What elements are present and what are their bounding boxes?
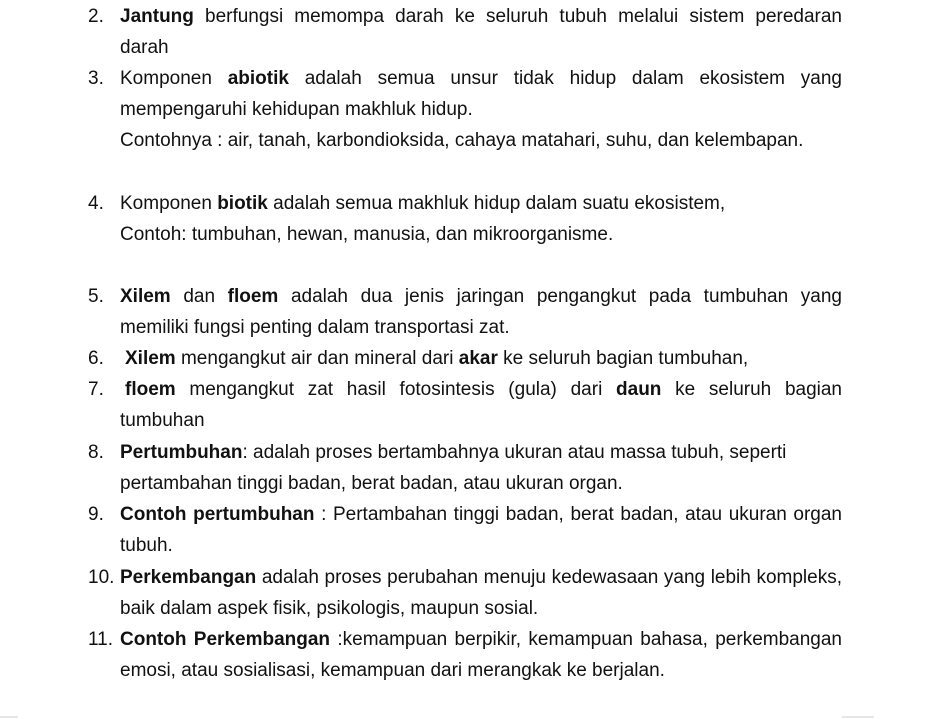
list-text xyxy=(120,63,842,125)
list-text xyxy=(125,343,842,374)
text-run: berfungsi memompa darah ke seluruh tubuh melalui sistem peredaran darah xyxy=(120,6,842,58)
text-run: adalah semua unsur tidak hidup dalam ekosistem yang mempengaruhi kehidupan makhluk hidup. xyxy=(120,68,842,120)
text-run: mengangkut zat hasil fotosintesis (gula) dari xyxy=(175,379,617,400)
bold-term: Contoh pertumbuhan xyxy=(120,504,315,525)
bold-term: Contoh Perkembangan xyxy=(120,629,331,650)
list-number: 10. xyxy=(88,567,115,588)
list-text xyxy=(120,562,842,624)
text-run: Komponen xyxy=(120,68,228,89)
text-run: dan xyxy=(170,286,228,307)
page-edge-divider xyxy=(842,716,874,718)
bold-term: daun xyxy=(616,379,662,400)
example-paragraph: Contoh: tumbuhan, hewan, manusia, dan mikroorganisme. xyxy=(120,224,614,245)
text-run: adalah semua makhluk hidup dalam suatu ekosistem, xyxy=(267,193,726,214)
text-run: adalah dua jenis jaringan pengangkut pada tumbuhan yang memiliki fungsi penting dalam transportasi zat. xyxy=(120,286,842,338)
list-number: 5. xyxy=(88,286,104,307)
bold-term: Xilem xyxy=(125,348,176,369)
bold-term: Jantung xyxy=(120,6,194,27)
list-number: 11. xyxy=(88,629,114,650)
list-number: 2. xyxy=(88,6,104,27)
bold-term: floem xyxy=(125,379,176,400)
list-text xyxy=(120,281,842,343)
text-run: : Pertambahan tinggi badan, berat badan, atau ukuran organ tubuh. xyxy=(120,504,842,556)
text-run: :kemampuan berpikir, kemampuan bahasa, perkembangan emosi, atau sosialisasi, kemampuan dari merangkak ke berjalan. xyxy=(120,629,842,681)
list-text xyxy=(120,1,842,63)
bold-term: Pertumbuhan xyxy=(120,442,243,463)
bold-term: abiotik xyxy=(227,68,289,89)
text-run: mengangkut air dan mineral dari xyxy=(175,348,459,369)
list-number: 9. xyxy=(88,504,104,525)
list-text xyxy=(120,374,842,436)
list-text xyxy=(120,188,842,219)
list-number: 3. xyxy=(88,68,104,89)
list-number: 8. xyxy=(88,442,104,463)
bold-term: Perkembangan xyxy=(120,567,257,588)
list-text xyxy=(120,499,842,561)
bold-term: Xilem xyxy=(120,286,171,307)
text-run: ke seluruh bagian tumbuhan, xyxy=(497,348,749,369)
list-number: 7. xyxy=(88,379,104,400)
text-run: : adalah proses bertambahnya ukuran atau massa tubuh, seperti pertambahan tinggi badan, berat badan, atau ukuran organ. xyxy=(120,442,787,494)
text-run: ke seluruh bagian tumbuhan xyxy=(120,379,842,431)
page-edge-divider xyxy=(0,716,18,718)
text-run: Komponen xyxy=(120,193,218,214)
bold-term: biotik xyxy=(217,193,268,214)
text-run: adalah proses perubahan menuju kedewasaan yang lebih kompleks, baik dalam aspek fisik, psikologis, maupun sosial. xyxy=(120,567,842,619)
list-number: 6. xyxy=(88,348,104,369)
bold-term: akar xyxy=(458,348,498,369)
list-text xyxy=(120,437,842,499)
list-text xyxy=(120,624,842,686)
bold-term: floem xyxy=(227,286,279,307)
example-paragraph: Contohnya : air, tanah, karbondioksida, cahaya matahari, suhu, dan kelembapan. xyxy=(120,130,804,151)
list-number: 4. xyxy=(88,193,104,214)
